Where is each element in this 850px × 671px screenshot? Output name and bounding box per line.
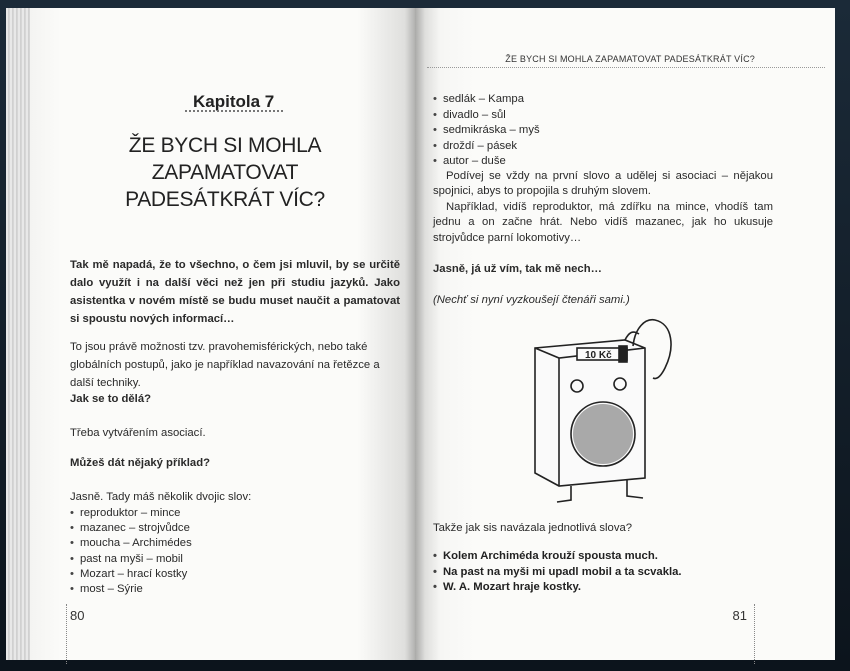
list-item: • divadlo – sůl [433,108,540,124]
running-head: ŽE BYCH SI MOHLA ZAPAMATOVAT PADESÁTKRÁT VÍC? [505,54,755,64]
answer-2: Jasně. Tady máš několik dvojic slov: [70,491,252,503]
chapter-title-line-1: ŽE BYCH SI MOHLA ZAPAMATOVAT [128,134,322,184]
list-item: • moucha – Archimédes [70,536,192,551]
paragraph-1: To jsou právě možnosti tzv. pravohemisférických, nebo také globálních postupů, jako je například navazování na řetězce a další techniky. [70,341,380,389]
list-item: • sedmikráska – myš [433,123,540,139]
body-paragraph-2: Například, vidíš reproduktor, má zdířku na mince, vhodíš tam jednu a on začne hrát. Nebo vidíš mazanec, jak ho ukusuje strojvůdce parní lokomotivy… [433,201,773,244]
sentence-list [433,549,682,596]
body-paragraph-1: Podívej se vždy na první slovo a udělej si asociaci – nějakou spojnici, abys to propojila s druhým slovem. [433,170,773,198]
list-item: • reproduktor – mince [70,506,192,521]
running-head-rule [427,67,825,68]
list-item: • most – Sýrie [70,582,192,597]
question-2: Můžeš dát nějaký příklad? [70,457,210,469]
speaker-illustration [515,318,675,508]
page-number-right: 81 [732,608,747,623]
chapter-divider [185,110,283,112]
right-page [415,8,835,660]
book-gutter [405,8,425,660]
question-1: Jak se to dělá? [70,393,151,405]
list-item: • Kolem Archiméda krouží spousta much. [433,549,682,565]
list-item: • Mozart – hrací kostky [70,567,192,582]
page-number-left: 80 [70,608,85,623]
word-pairs-list-continued [433,92,540,170]
list-item: • sedlák – Kampa [433,92,540,108]
list-item: • autor – duše [433,154,540,170]
list-item: • W. A. Mozart hraje kostky. [433,580,682,596]
book-page-edges [6,8,32,660]
answer-1: Třeba vytvářením asociací. [70,427,206,439]
list-item: • past na myši – mobil [70,552,192,567]
chapter-label: Kapitola 7 [193,92,275,111]
question-3: Jasně, já už vím, tak mě nech… [433,263,602,275]
illustration-label: 10 Kč [585,350,612,361]
list-item: • Na past na myši mi upadl mobil a ta scvakla. [433,565,682,581]
list-item: • mazanec – strojvůdce [70,521,192,536]
left-page [30,8,415,660]
list-item: • droždí – pásek [433,139,540,155]
chapter-title-line-2: PADESÁTKRÁT VÍC? [125,188,325,211]
question-4: Takže jak sis navázala jednotlivá slova? [433,522,633,534]
intro-question: Tak mě napadá, že to všechno, o čem jsi mluvil, by se určitě dalo využít i na další věci než jen při studiu jazyků. Jako asistentka v novém místě se budu muset naučit a pamatovat si spoustu nových informací… [70,259,400,325]
italic-note: (Nechť si nyní vyzkoušejí čtenáři sami.) [433,294,630,306]
word-pairs-list [70,506,192,597]
chapter-title [60,132,390,213]
